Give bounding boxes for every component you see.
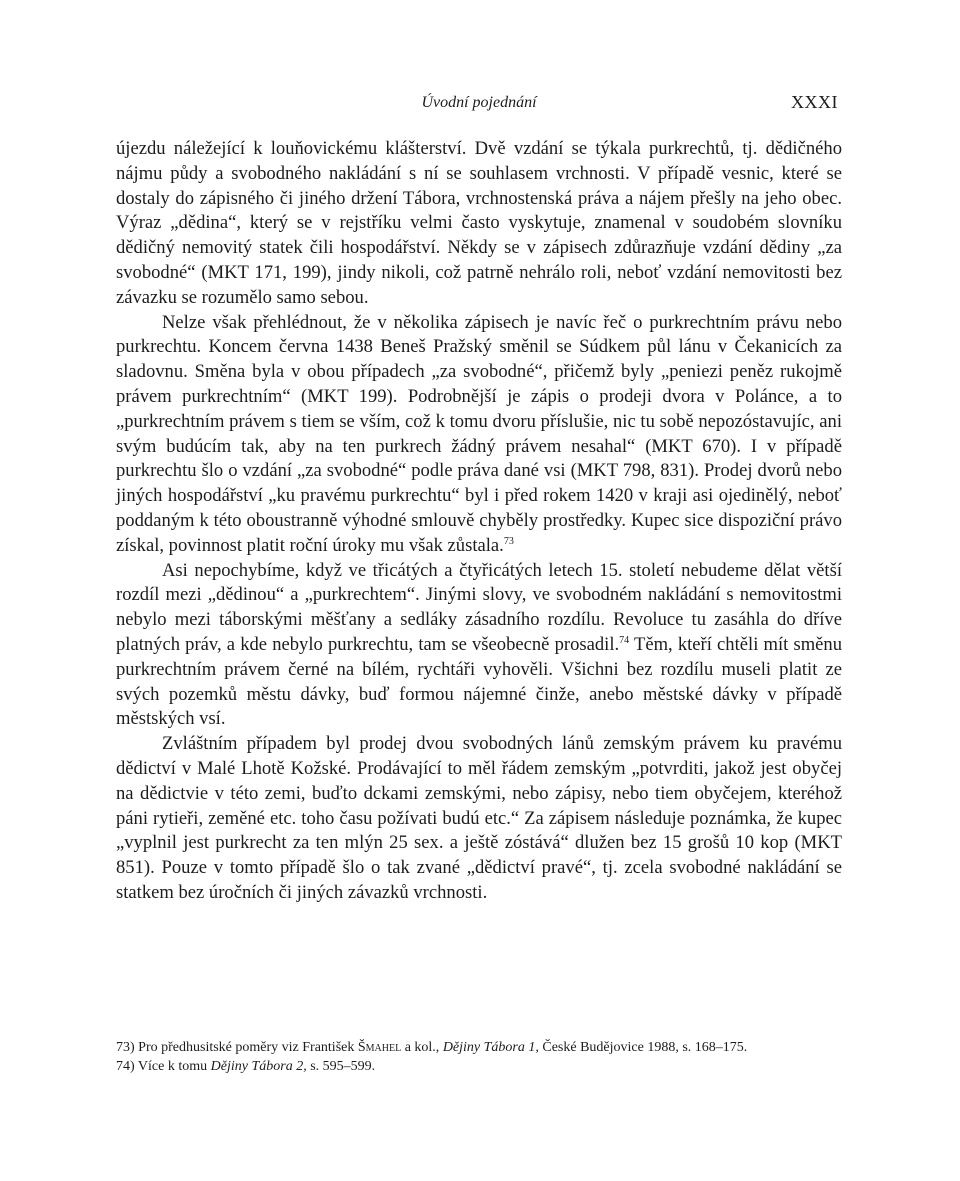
footnote-73-author: Šmahel	[357, 1040, 402, 1055]
paragraph-3-text-after: Těm, kteří chtěli mít směnu purkrechtním právem černé na bílém, rychtáři vyhověli. Všichni bez rozdílu museli platit ze svých pozemků městu dávky, buď formou nájemné činže, anebo městské dávky v případě městských vsí.	[116, 633, 843, 730]
footnote-ref-74[interactable]: 74	[619, 634, 630, 646]
footnote-74-post: s. 595–599.	[306, 1059, 376, 1074]
paragraph-2-text: Nelze však přehlédnout, že v několika zápisech je navíc řeč o purkrechtním právu nebo purkrechtu. Koncem června 1438 Beneš Pražský směnil se Súdkem půl lánu v Čekanicích za sladovnu. Směna byla v obou případech „za svobodné“, přičemž byly „peniezi peněz rukojmě právem purkrechtním“ (MKT 199). Podrobnější je zápis o prodeji dvora v Polánce, a to „purkrechtním právem s tiem se vším, což k tomu dvoru příslušie, nic tu sobě nepozóstavujíc, ani svým budúcím tak, aby na ten purkrech žádný právem nesahal“ (MKT 670). I v případě purkrechtu šlo o vzdání „za svobodné“ podle práva dané vsi (MKT 798, 831). Prodej dvorů nebo jiných hospodářství „ku pravému purkrechtu“ byl i před rokem 1420 v kraji asi ojedinělý, neboť poddaným k této oboustranně výhodné smlouvě chyběly prostředky. Kupec sice dispoziční právo získal, povinnost platit roční úroky mu však zůstala.	[116, 311, 842, 556]
body-text	[116, 137, 842, 906]
footnote-73	[116, 1038, 842, 1057]
paragraph-2	[116, 311, 842, 559]
running-head	[116, 92, 842, 116]
paragraph-4-text: Zvláštním případem byl prodej dvou svobodných lánů zemským právem ku pravému dědictví v Malé Lhotě Kožské. Prodávající to měl řádem zemským „potvrditi, jakož jest obyčej na dědictvie v této zemi, buďto dckami zemskými, nebo zápisy, nebo tiem obyčejem, kteréhož páni rytieři, zeměné etc. toho času požívati budú etc.“ Za zápisem následuje poznámka, že kupec „vyplnil jest purkrecht za ten mlýn 25 sex. a ještě zóstává“ dlužen bez 15 grošů 10 kop (MKT 851). Pouze v tomto případě šlo o tak zvané „dědictví pravé“, tj. zcela svobodné nakládání se statkem bez úročních či jiných závazků vrchnosti.	[116, 733, 842, 903]
footnote-73-pre: Pro předhusitské poměry viz František	[134, 1040, 358, 1055]
footnote-73-post: České Budějovice 1988, s. 168–175.	[538, 1040, 748, 1055]
footnote-74-pre: Více k tomu	[134, 1059, 211, 1074]
footnote-74-number: 74)	[116, 1059, 135, 1074]
footnote-73-title: Dějiny Tábora 1,	[442, 1040, 539, 1055]
paragraph-4	[116, 732, 842, 906]
footnote-74	[116, 1057, 842, 1076]
footnote-74-title: Dějiny Tábora 2,	[210, 1059, 307, 1074]
paragraph-3	[116, 559, 842, 733]
running-title: Úvodní pojednání	[421, 94, 537, 111]
footnotes	[116, 1038, 842, 1076]
footnote-73-mid: a kol.,	[401, 1040, 443, 1055]
paragraph-1	[116, 137, 842, 311]
footnote-ref-73[interactable]: 73	[503, 535, 514, 547]
footnote-73-number: 73)	[116, 1040, 135, 1055]
paragraph-1-text: újezdu náležející k louňovickému klášterství. Dvě vzdání se týkala purkrechtů, tj. dědičného nájmu půdy a svobodného nakládání s ní se souhlasem vrchnosti. V případě vesnic, které se dostaly do zápisného či jiného držení Tábora, vrchnostenská práva a nájem přešly na jeho obec. Výraz „dědina“, který se v rejstříku velmi často vyskytuje, znamenal v soudobém slovníku dědičný nemovitý statek čili hospodářství. Někdy se v zápisech zdůrazňuje vzdání dědiny „za svobodné“ (MKT 171, 199), jindy nikoli, což patrně nehrálo roli, neboť vzdání nemovitosti bez závazku se rozumělo samo sebou.	[116, 138, 842, 308]
page-number: XXXI	[791, 92, 838, 112]
paragraph-3-text: Asi nepochybíme, když ve třicátých a čtyřicátých letech 15. století nebudeme dělat větší rozdíl mezi „dědinou“ a „purkrechtem“. Jinými slovy, ve svobodném nakládání s nemovitostmi nebylo mezi táborskými měšťany a sedláky zásadního rozdílu. Revoluce tu zasáhla do dříve platných práv, a kde nebylo purkrechtu, tam se všeobecně prosadil.	[116, 559, 842, 655]
